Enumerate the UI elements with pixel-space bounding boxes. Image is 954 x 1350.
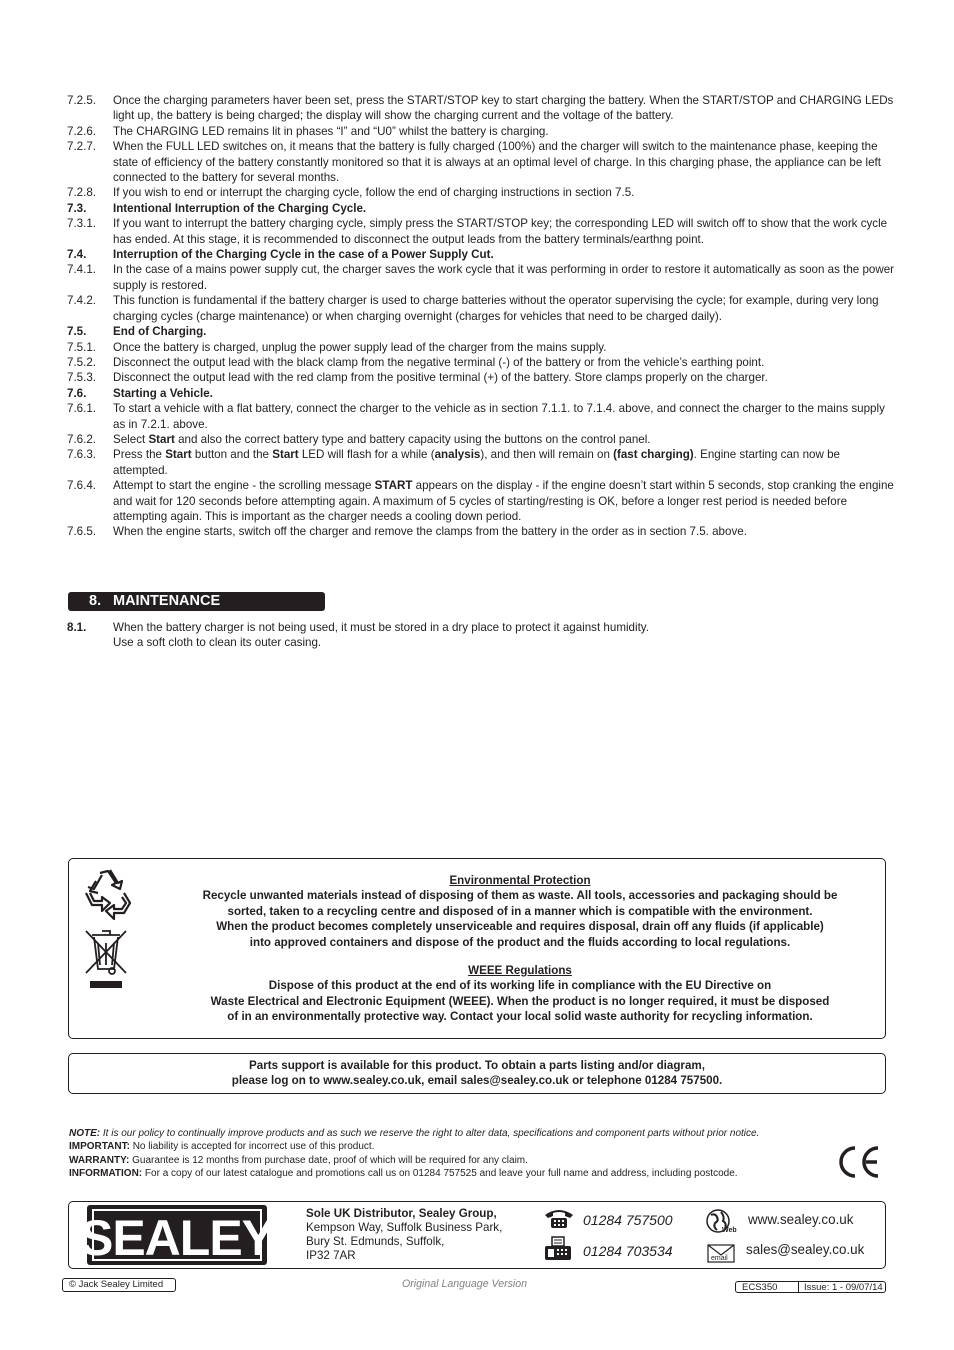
phone-number[interactable]: 01284 757500 <box>583 1212 673 1228</box>
email-link[interactable]: sales@sealey.co.uk <box>746 1242 865 1257</box>
fax-number[interactable]: 01284 703534 <box>583 1243 673 1259</box>
distributor-address <box>306 1207 526 1263</box>
item-text: The CHARGING LED remains lit in phases “I” and “U0” whilst the battery is charging. <box>113 124 549 138</box>
list-item <box>67 93 897 124</box>
parts-line: Parts support is available for this product. To obtain a parts listing and/or diagram, <box>249 1059 705 1072</box>
environmental-text <box>159 873 881 1025</box>
sealey-logo <box>87 1205 267 1265</box>
section-number: 8. <box>89 593 102 609</box>
item-text: Disconnect the output lead with the black clamp from the negative terminal (-) of the battery or from the vehicle’s earthing point. <box>113 355 765 369</box>
list-item <box>67 124 897 139</box>
item-number: 7.2.5. <box>67 94 97 107</box>
item-number: 7.4.1. <box>67 263 97 277</box>
note-text: It is our policy to continually improve products and as such we reserve the right to alter data, specifications and component parts without prior notice. <box>102 1128 760 1139</box>
website-link[interactable]: www.sealey.co.uk <box>748 1212 854 1227</box>
weee-bin-icon <box>82 925 130 991</box>
address-line: Bury St. Edmunds, Suffolk, <box>306 1235 445 1248</box>
item-number: 7.6.4. <box>67 479 97 493</box>
item-text: If you want to interrupt the battery charging cycle, simply press the START/STOP key; the corresponding LED will switch off to show that the work cycle has ended. At this stage, it is recommended to disconnect the output leads from the battery terminals/earthng point. <box>113 217 888 246</box>
item-text: When the FULL LED switches on, it means that the battery is fully charged (100%) and the charger will switch to the maintenance phase, keeping the state of efficiency of the battery constantly monitored so that it is always at an optimal level of charge. In this charging phase, the appliance can be left connected to the battery for several months. <box>113 140 881 185</box>
note-label: NOTE: <box>69 1128 101 1139</box>
model-number: ECS350 <box>736 1282 799 1292</box>
list-item <box>67 401 897 432</box>
item-number: 7.2.8. <box>67 186 97 200</box>
heading-number: 7.5. <box>67 325 87 339</box>
env-heading: Environmental Protection <box>449 874 591 887</box>
list-item <box>67 216 897 247</box>
web-icon-label: Web <box>722 1227 737 1234</box>
item-text: Once the charging parameters haver been set, press the START/STOP key to start charging the battery. When the START/STOP and CHARGING LEDs light up, the battery is being charged; the display will show the charging current and the voltage of the battery. <box>113 94 894 123</box>
item-number: 7.5.3. <box>67 371 97 385</box>
item-number: 7.3.1. <box>67 217 97 231</box>
list-item <box>67 447 897 478</box>
item-text: Attempt to start the engine - the scrolling message START appears on the display - if the engine doesn’t start within 5 seconds, stop cranking the engine and wait for 120 seconds before attempting again. A maximum of 5 cycles of starting/resting is OK, before a longer rest period is needed before attempting again. This is important as the charger needs a cooling down period. <box>113 479 894 523</box>
item-number: 7.5.2. <box>67 355 97 369</box>
section-title: MAINTENANCE <box>113 593 221 609</box>
address-line: IP32 7AR <box>306 1249 356 1262</box>
document-reference <box>735 1281 886 1293</box>
item-text: Disconnect the output lead with the red clamp from the positive terminal (+) of the battery. Store clamps properly on the charger. <box>113 371 768 385</box>
item-number: 7.2.7. <box>67 140 97 154</box>
item-number: 7.6.1. <box>67 402 97 416</box>
env-line: into approved containers and dispose of the product and the fluids according to local regulations. <box>249 935 791 949</box>
heading-text: End of Charging. <box>113 325 207 339</box>
fax-icon <box>543 1236 573 1262</box>
list-item <box>67 370 897 385</box>
list-item <box>67 139 897 185</box>
important-text: No liability is accepted for incorrect use of this product. <box>132 1141 375 1153</box>
item-number: 7.2.6. <box>67 124 97 138</box>
list-item <box>67 340 897 355</box>
section-heading <box>67 201 897 216</box>
copyright-label: © Jack Sealey Limited <box>62 1278 176 1292</box>
list-item <box>67 355 897 370</box>
telephone-icon <box>543 1207 575 1229</box>
weee-line: Waste Electrical and Electronic Equipment (WEEE). When the product is no longer required, it must be disposed <box>210 994 830 1008</box>
environmental-protection-box <box>68 858 886 1039</box>
heading-text: Intentional Interruption of the Charging Cycle. <box>113 201 367 215</box>
item-number: 7.4.2. <box>67 294 97 308</box>
maintenance-item <box>67 620 897 651</box>
warranty-text: Guarantee is 12 months from purchase date, proof of which will be required for any claim. <box>132 1154 528 1166</box>
list-item <box>67 524 897 539</box>
section-heading <box>67 386 897 401</box>
logo-text: SEALEY <box>87 1210 267 1265</box>
distributor-title: Sole UK Distributor, Sealey Group, <box>306 1207 497 1220</box>
item-number: 7.6.3. <box>67 448 97 462</box>
recycle-icon <box>80 867 136 923</box>
item-number: 8.1. <box>67 621 87 634</box>
item-text: If you wish to end or interrupt the charging cycle, follow the end of charging instructions in section 7.5. <box>113 186 635 200</box>
maintenance-section-bar <box>68 592 325 611</box>
list-item <box>67 478 897 524</box>
email-icon-label: email <box>711 1255 728 1262</box>
parts-support-box <box>68 1053 886 1094</box>
item-number: 7.6.2. <box>67 432 97 446</box>
env-line: When the product becomes completely unserviceable and requires disposal, drain off any fluids (if applicable) <box>216 920 824 934</box>
item-text: In the case of a mains power supply cut, the charger saves the work cycle that it was performing in order to restore it automatically as soon as the power supply is restored. <box>113 263 895 292</box>
item-text: When the engine starts, switch off the charger and remove the clamps from the battery in the order as in section 7.5. above. <box>113 525 747 539</box>
heading-number: 7.3. <box>67 201 87 215</box>
env-line: sorted, taken to a recycling centre and disposed of in a manner which is compatible with the environment. <box>227 904 813 918</box>
list-item <box>67 293 897 324</box>
env-line: Recycle unwanted materials instead of disposing of them as waste. All tools, accessories and packaging should be <box>202 889 838 903</box>
important-label: IMPORTANT: <box>69 1141 130 1153</box>
weee-line: Dispose of this product at the end of its working life in compliance with the EU Directive on <box>268 979 772 993</box>
weee-line: of in an environmentally protective way. Contact your local solid waste authority for recycling information. <box>227 1010 813 1024</box>
heading-number: 7.4. <box>67 248 87 262</box>
address-line: Kempson Way, Suffolk Business Park, <box>306 1221 503 1234</box>
item-number: 7.6.5. <box>67 525 97 539</box>
item-text: To start a vehicle with a flat battery, connect the charger to the vehicle as in section 7.1.1. to 7.1.4. above, and connect the charger to the mains supply as in 7.2.1. above. <box>113 402 885 431</box>
section-heading <box>67 324 897 339</box>
weee-heading: WEEE Regulations <box>468 964 572 978</box>
issue-date: Issue: 1 - 09/07/14 <box>804 1282 883 1293</box>
information-label: INFORMATION: <box>69 1168 143 1180</box>
list-item <box>67 262 897 293</box>
footer-contact-box <box>68 1201 886 1269</box>
parts-line: please log on to www.sealey.co.uk, email sales@sealey.co.uk or telephone 01284 757500. <box>231 1074 723 1088</box>
legal-notes <box>69 1127 869 1181</box>
section-heading <box>67 247 897 262</box>
warranty-label: WARRANTY: <box>69 1154 130 1166</box>
heading-text: Starting a Vehicle. <box>113 386 213 400</box>
item-text: Select Start and also the correct battery type and battery capacity using the buttons on the control panel. <box>113 432 651 446</box>
maintenance-line: When the battery charger is not being used, it must be stored in a dry place to protect it against humidity. <box>113 621 649 634</box>
ce-mark-icon <box>836 1144 882 1180</box>
item-text: Once the battery is charged, unplug the power supply lead of the charger from the mains supply. <box>113 340 607 354</box>
instruction-list <box>67 93 897 540</box>
list-item <box>67 432 897 447</box>
maintenance-line: Use a soft cloth to clean its outer casing. <box>113 636 322 650</box>
item-number: 7.5.1. <box>67 340 97 354</box>
language-version: Original Language Version <box>402 1278 528 1290</box>
information-text: For a copy of our latest catalogue and promotions call us on 01284 757525 and leave your full name and address, including postcode. <box>144 1168 738 1180</box>
heading-number: 7.6. <box>67 386 87 400</box>
item-text: Press the Start button and the Start LED will flash for a while (analysis), and then will remain on (fast charging). Engine starting can now be attempted. <box>113 448 840 477</box>
item-text: This function is fundamental if the battery charger is used to charge batteries without the operator supervising the cycle; for example, during very long charging cycles (charge maintenance) or when charging overnight (charges for vehicles that need to be charged daily). <box>113 294 879 323</box>
heading-text: Interruption of the Charging Cycle in the case of a Power Supply Cut. <box>113 248 494 262</box>
list-item <box>67 185 897 200</box>
